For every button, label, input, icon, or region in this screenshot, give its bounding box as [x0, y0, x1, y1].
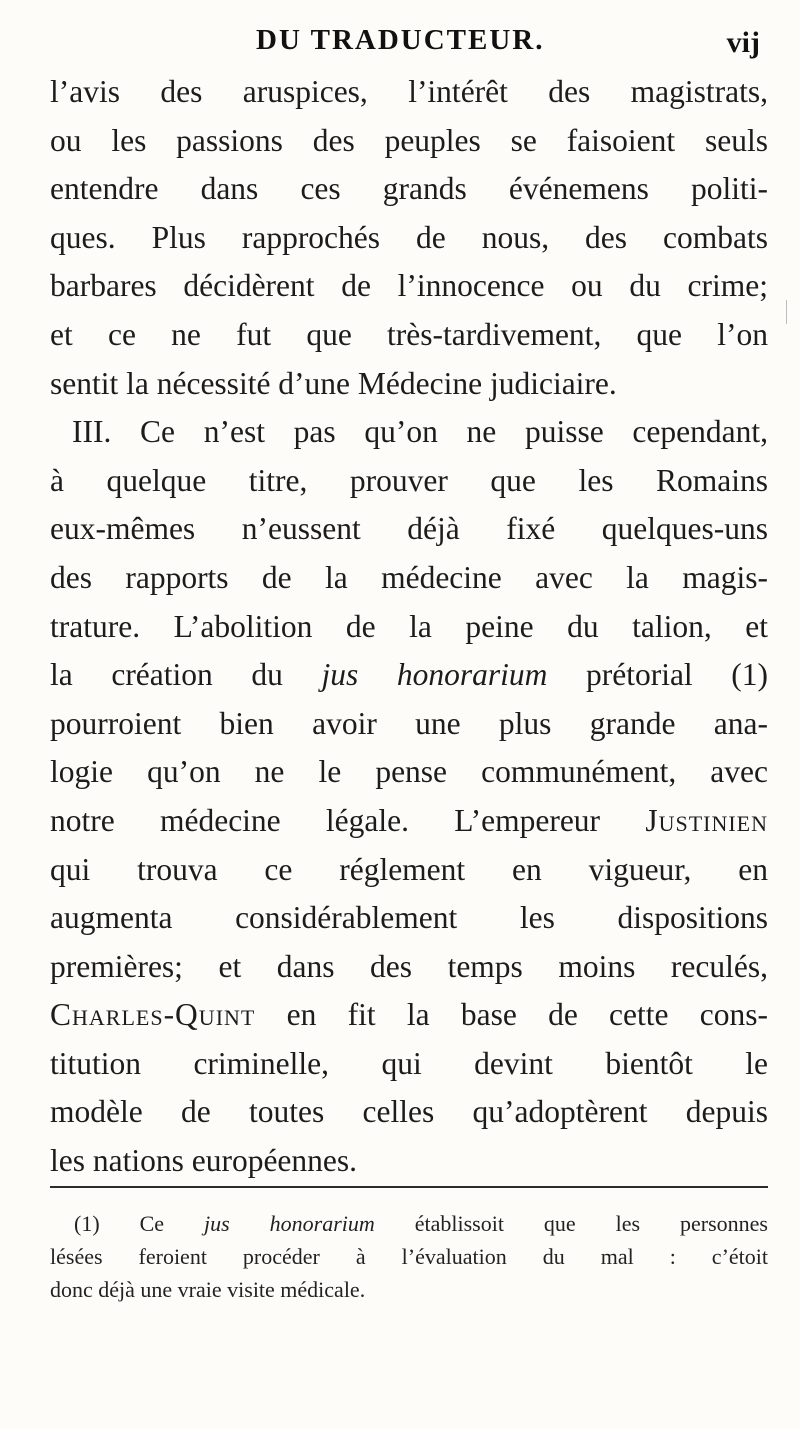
footnote-italic-term: jus honorarium — [204, 1211, 375, 1236]
person-name: Charles-Quint — [50, 997, 256, 1033]
text-line: sentit la nécessité d’une Médecine judiciaire. — [50, 365, 617, 401]
running-title: DU TRADUCTEUR. — [256, 24, 545, 56]
text-line: premières; et dans des temps moins reculés, — [50, 948, 768, 984]
footnote-line: lésées feroient procéder à l’évaluation du mal : c’étoit — [50, 1244, 768, 1269]
text-line: à quelque titre, prouver que les Romains — [50, 462, 768, 498]
text-line: pourroient bien avoir une plus grande ana- — [50, 705, 768, 741]
running-head — [0, 14, 800, 66]
text-line: les nations européennes. — [50, 1143, 358, 1179]
text-line-with-name — [50, 991, 768, 1040]
line-text: notre médecine légale. L’empereur — [50, 802, 646, 838]
text-line: entendre dans ces grands événemens politi- — [50, 171, 768, 207]
text-line-with-italic — [50, 651, 768, 700]
text-line: des rapports de la médecine avec la magis- — [50, 559, 768, 595]
footnote-text: Ce — [99, 1211, 205, 1236]
text-line: et ce ne fut que très-tardivement, que l’on — [50, 316, 768, 352]
text-line: augmenta considérablement les dispositions — [50, 900, 768, 936]
footnote-text: établissoit que les personnes — [374, 1211, 768, 1236]
line-text: prétorial (1) — [547, 657, 768, 693]
line-text: la création du — [50, 657, 322, 693]
main-text — [50, 68, 768, 1186]
section-start-line: III. Ce n’est pas qu’on ne puisse cependant, — [72, 414, 768, 450]
footnote — [50, 1207, 768, 1306]
line-text: en fit la base de cette cons- — [255, 997, 768, 1033]
text-line: barbares décidèrent de l’innocence ou du crime; — [50, 268, 768, 304]
text-line: trature. L’abolition de la peine du talion, et — [50, 608, 768, 644]
footnote-marker: (1) — [74, 1211, 100, 1236]
footnote-line: donc déjà une vraie visite médicale. — [50, 1277, 366, 1302]
text-line: qui trouva ce réglement en vigueur, en — [50, 851, 768, 887]
text-line: logie qu’on ne le pense communément, avec — [50, 754, 768, 790]
text-line-with-name — [50, 797, 768, 846]
text-line: l’avis des aruspices, l’intérêt des magistrats, — [50, 74, 768, 109]
italic-term: jus honorarium — [321, 657, 548, 693]
page-number: vij — [726, 26, 760, 59]
text-line: titution criminelle, qui devint bientôt le — [50, 1045, 768, 1081]
text-line: eux-mêmes n’eussent déjà fixé quelques-uns — [50, 511, 768, 547]
text-line: ou les passions des peuples se faisoient seuls — [50, 122, 768, 158]
emperor-name: Justinien — [645, 802, 768, 838]
text-line: modèle de toutes celles qu’adoptèrent depuis — [50, 1094, 768, 1130]
footnote-line — [50, 1207, 768, 1240]
margin-mark — [786, 300, 787, 324]
footnote-rule — [50, 1186, 768, 1188]
text-line: ques. Plus rapprochés de nous, des combats — [50, 219, 768, 255]
